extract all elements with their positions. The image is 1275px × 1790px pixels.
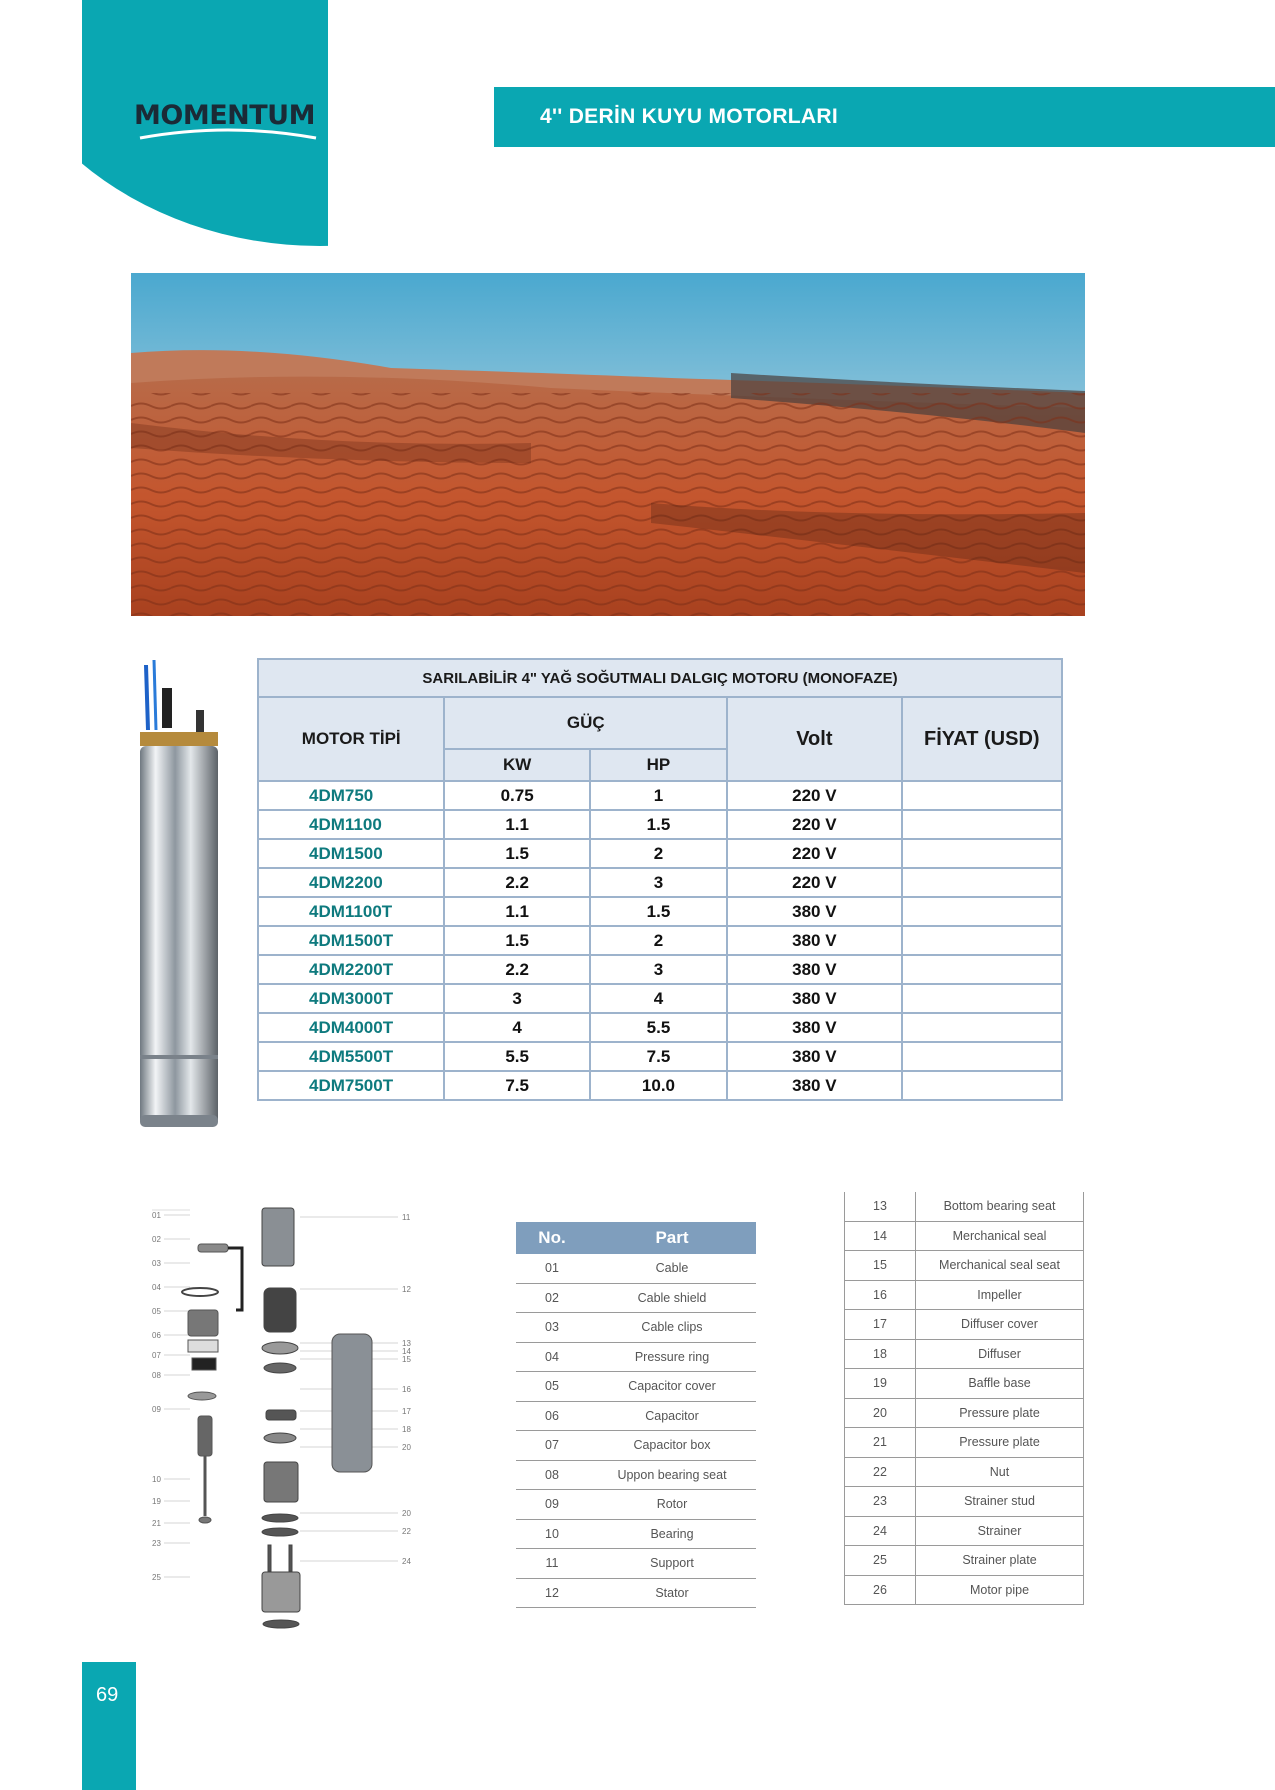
part-number: 25	[845, 1546, 916, 1576]
volt-cell: 380 V	[727, 897, 901, 926]
callout-label: 13	[402, 1339, 411, 1348]
part-name: Capacitor box	[588, 1431, 756, 1461]
spec-row	[258, 1013, 1062, 1042]
spec-row	[258, 839, 1062, 868]
parts-row	[516, 1519, 756, 1549]
callout-label: 20	[402, 1443, 411, 1452]
parts-row	[845, 1516, 1084, 1546]
parts-row	[845, 1546, 1084, 1576]
header-volt: Volt	[727, 697, 901, 781]
parts-row	[845, 1428, 1084, 1458]
parts-row	[845, 1310, 1084, 1340]
parts-row	[845, 1280, 1084, 1310]
volt-cell: 220 V	[727, 868, 901, 897]
model-cell: 4DM2200T	[258, 955, 444, 984]
callout-label: 23	[152, 1539, 161, 1548]
price-cell	[902, 1042, 1062, 1071]
callout-label: 07	[152, 1351, 161, 1360]
kw-cell: 2.2	[444, 955, 589, 984]
spec-row	[258, 897, 1062, 926]
parts-row	[516, 1342, 756, 1372]
price-cell	[902, 868, 1062, 897]
part-name: Support	[588, 1549, 756, 1579]
part-number: 01	[516, 1254, 588, 1283]
model-cell: 4DM1100	[258, 810, 444, 839]
kw-cell: 5.5	[444, 1042, 589, 1071]
callout-label: 06	[152, 1331, 161, 1340]
spec-row	[258, 781, 1062, 810]
price-cell	[902, 897, 1062, 926]
callout-label: 17	[402, 1407, 411, 1416]
part-name: Diffuser cover	[916, 1310, 1084, 1340]
callout-label: 16	[402, 1385, 411, 1394]
part-name: Merchanical seal seat	[916, 1251, 1084, 1281]
volt-cell: 380 V	[727, 1013, 901, 1042]
spec-row	[258, 926, 1062, 955]
callout-label: 10	[152, 1475, 161, 1484]
kw-cell: 1.5	[444, 839, 589, 868]
parts-row	[516, 1283, 756, 1313]
header-hp: HP	[590, 749, 727, 781]
callout-label: 01	[152, 1211, 161, 1220]
parts-row	[845, 1192, 1084, 1221]
spec-row	[258, 984, 1062, 1013]
part-number: 04	[516, 1342, 588, 1372]
header-band	[494, 87, 1275, 147]
part-name: Cable clips	[588, 1313, 756, 1343]
callout-label: 25	[152, 1573, 161, 1582]
motor-photo	[136, 660, 226, 1130]
parts-row	[845, 1369, 1084, 1399]
spec-row	[258, 955, 1062, 984]
volt-cell: 380 V	[727, 1042, 901, 1071]
part-name: Bottom bearing seat	[916, 1192, 1084, 1221]
volt-cell: 220 V	[727, 810, 901, 839]
callout-label: 02	[152, 1235, 161, 1244]
page-title: 4'' DERİN KUYU MOTORLARI	[540, 105, 838, 128]
parts-table-a	[516, 1222, 756, 1608]
model-cell: 4DM3000T	[258, 984, 444, 1013]
part-name: Stator	[588, 1578, 756, 1608]
parts-header-part: Part	[588, 1222, 756, 1254]
price-cell	[902, 839, 1062, 868]
callout-label: 04	[152, 1283, 161, 1292]
part-name: Strainer stud	[916, 1487, 1084, 1517]
kw-cell: 1.1	[444, 810, 589, 839]
callout-label: 22	[402, 1527, 411, 1536]
spec-table	[257, 658, 1063, 1101]
part-number: 20	[845, 1398, 916, 1428]
spec-table-caption: SARILABİLİR 4" YAĞ SOĞUTMALI DALGIÇ MOTORU (MONOFAZE)	[258, 659, 1062, 697]
parts-row	[516, 1431, 756, 1461]
callout-label: 24	[402, 1557, 411, 1566]
part-name: Impeller	[916, 1280, 1084, 1310]
part-number: 24	[845, 1516, 916, 1546]
part-name: Uppon bearing seat	[588, 1460, 756, 1490]
price-cell	[902, 984, 1062, 1013]
price-cell	[902, 810, 1062, 839]
volt-cell: 380 V	[727, 1071, 901, 1100]
part-name: Cable shield	[588, 1283, 756, 1313]
part-number: 21	[845, 1428, 916, 1458]
callout-label: 21	[152, 1519, 161, 1528]
brand-logo: MOMENTUM	[134, 100, 315, 131]
kw-cell: 4	[444, 1013, 589, 1042]
parts-row	[845, 1251, 1084, 1281]
parts-row	[845, 1575, 1084, 1605]
callout-label: 05	[152, 1307, 161, 1316]
part-number: 08	[516, 1460, 588, 1490]
parts-row	[516, 1460, 756, 1490]
part-name: Pressure plate	[916, 1428, 1084, 1458]
callout-label: 03	[152, 1259, 161, 1268]
header-price: FİYAT (USD)	[902, 697, 1062, 781]
hp-cell: 3	[590, 868, 727, 897]
part-number: 19	[845, 1369, 916, 1399]
part-name: Nut	[916, 1457, 1084, 1487]
hp-cell: 2	[590, 926, 727, 955]
callout-label: 08	[152, 1371, 161, 1380]
part-number: 15	[845, 1251, 916, 1281]
part-number: 26	[845, 1575, 916, 1605]
part-number: 11	[516, 1549, 588, 1579]
part-number: 14	[845, 1221, 916, 1251]
part-number: 02	[516, 1283, 588, 1313]
part-name: Capacitor cover	[588, 1372, 756, 1402]
parts-row	[516, 1372, 756, 1402]
volt-cell: 380 V	[727, 926, 901, 955]
kw-cell: 1.1	[444, 897, 589, 926]
parts-row	[845, 1398, 1084, 1428]
part-number: 05	[516, 1372, 588, 1402]
parts-row	[516, 1549, 756, 1579]
price-cell	[902, 926, 1062, 955]
hp-cell: 2	[590, 839, 727, 868]
hp-cell: 1	[590, 781, 727, 810]
parts-row	[516, 1578, 756, 1608]
header-power: GÜÇ	[444, 697, 727, 749]
desert-photo	[131, 273, 1085, 616]
callout-label: 15	[402, 1355, 411, 1364]
part-name: Cable	[588, 1254, 756, 1283]
price-cell	[902, 955, 1062, 984]
callout-label: 20	[402, 1509, 411, 1518]
part-number: 23	[845, 1487, 916, 1517]
part-number: 16	[845, 1280, 916, 1310]
kw-cell: 2.2	[444, 868, 589, 897]
spec-row	[258, 810, 1062, 839]
part-number: 10	[516, 1519, 588, 1549]
parts-header-no: No.	[516, 1222, 588, 1254]
callout-label: 19	[152, 1497, 161, 1506]
parts-row	[516, 1313, 756, 1343]
part-number: 17	[845, 1310, 916, 1340]
part-name: Rotor	[588, 1490, 756, 1520]
part-name: Merchanical seal	[916, 1221, 1084, 1251]
part-name: Bearing	[588, 1519, 756, 1549]
spec-row	[258, 868, 1062, 897]
part-name: Capacitor	[588, 1401, 756, 1431]
parts-row	[516, 1490, 756, 1520]
kw-cell: 3	[444, 984, 589, 1013]
parts-row	[845, 1221, 1084, 1251]
part-number: 03	[516, 1313, 588, 1343]
model-cell: 4DM1500T	[258, 926, 444, 955]
volt-cell: 380 V	[727, 984, 901, 1013]
hp-cell: 1.5	[590, 897, 727, 926]
volt-cell: 220 V	[727, 839, 901, 868]
volt-cell: 220 V	[727, 781, 901, 810]
callout-label: 09	[152, 1405, 161, 1414]
price-cell	[902, 1071, 1062, 1100]
model-cell: 4DM1100T	[258, 897, 444, 926]
part-name: Strainer	[916, 1516, 1084, 1546]
header-kw: KW	[444, 749, 589, 781]
parts-row	[845, 1457, 1084, 1487]
part-number: 06	[516, 1401, 588, 1431]
parts-row	[845, 1487, 1084, 1517]
model-cell: 4DM7500T	[258, 1071, 444, 1100]
hp-cell: 7.5	[590, 1042, 727, 1071]
part-number: 12	[516, 1578, 588, 1608]
model-cell: 4DM4000T	[258, 1013, 444, 1042]
model-cell: 4DM2200	[258, 868, 444, 897]
parts-row	[845, 1339, 1084, 1369]
part-number: 18	[845, 1339, 916, 1369]
callout-label: 14	[402, 1347, 411, 1356]
model-cell: 4DM750	[258, 781, 444, 810]
parts-table-b	[844, 1192, 1084, 1605]
part-name: Pressure ring	[588, 1342, 756, 1372]
hp-cell: 4	[590, 984, 727, 1013]
model-cell: 4DM5500T	[258, 1042, 444, 1071]
part-name: Baffle base	[916, 1369, 1084, 1399]
header-motor-type: MOTOR TİPİ	[258, 697, 444, 781]
parts-row	[516, 1401, 756, 1431]
hp-cell: 10.0	[590, 1071, 727, 1100]
price-cell	[902, 781, 1062, 810]
exploded-parts-diagram	[150, 1200, 440, 1650]
part-number: 13	[845, 1192, 916, 1221]
callout-label: 12	[402, 1285, 411, 1294]
hp-cell: 3	[590, 955, 727, 984]
logo-swoosh-icon	[138, 126, 318, 142]
part-number: 09	[516, 1490, 588, 1520]
part-name: Pressure plate	[916, 1398, 1084, 1428]
hp-cell: 1.5	[590, 810, 727, 839]
part-number: 07	[516, 1431, 588, 1461]
page-number: 69	[96, 1684, 119, 1706]
kw-cell: 1.5	[444, 926, 589, 955]
parts-row	[516, 1254, 756, 1283]
part-name: Motor pipe	[916, 1575, 1084, 1605]
callout-label: 18	[402, 1425, 411, 1434]
model-cell: 4DM1500	[258, 839, 444, 868]
part-number: 22	[845, 1457, 916, 1487]
kw-cell: 7.5	[444, 1071, 589, 1100]
hp-cell: 5.5	[590, 1013, 727, 1042]
page-number-tab	[82, 1662, 136, 1790]
spec-row	[258, 1071, 1062, 1100]
callout-label: 11	[402, 1213, 411, 1222]
part-name: Diffuser	[916, 1339, 1084, 1369]
part-name: Strainer plate	[916, 1546, 1084, 1576]
volt-cell: 380 V	[727, 955, 901, 984]
spec-row	[258, 1042, 1062, 1071]
price-cell	[902, 1013, 1062, 1042]
kw-cell: 0.75	[444, 781, 589, 810]
